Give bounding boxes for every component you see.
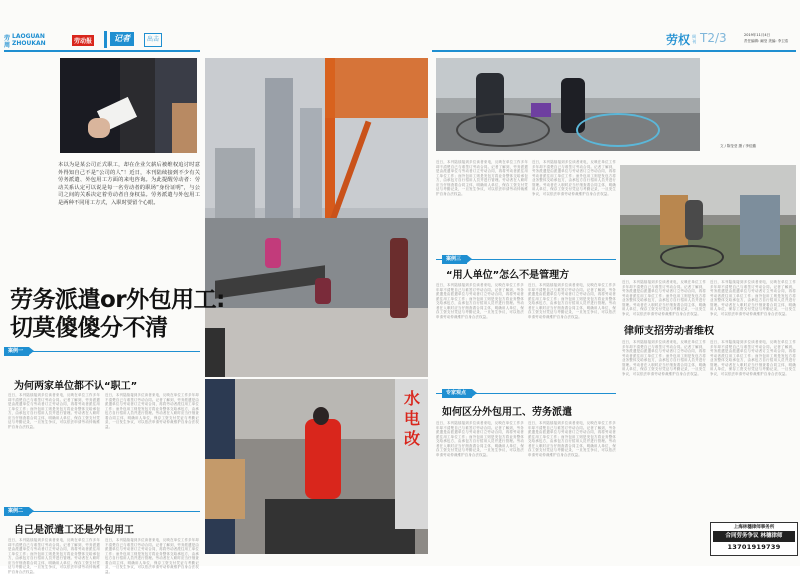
section-title: 劳权 [666,33,691,47]
page-code: T2/3 [700,31,727,45]
ad-phone: 13701919739 [727,543,781,551]
masthead-rule-left [4,50,200,52]
story-body-col1: 近日，本刊陆续接到多位读者来电，反映在单位工作多年却不清楚自己与谁签订劳动合同。记者了解到，劳务派遣是由派遣单位与劳动者订立劳动合同，再将劳动者派往用工单位工作；而外包用工则是发包方将业务整体交给承包方，由承包方自行招用人员并进行管理。劳动者在入职时应当仔细查看合同主体，明确用人单位，保存工资支付凭证与考勤记录，一旦发生争议，可以依法申请劳动仲裁维护自身合法权益。 [436,160,528,196]
case2-body-col2: 近日，本刊陆续接到多位读者来电，反映在单位工作多年却不清楚自己与谁签订劳动合同。记者了解到，劳务派遣是由派遣单位与劳动者订立劳动合同，再将劳动者派往用工单位工作；而外包用工则是发包方将业务整体交给承包方，由承包方自行招用人员并进行管理。劳动者在入职时应当仔细查看合同主体，明确用人单位，保存工资支付凭证与考勤记录，一旦发生争议，可以依法申请劳动仲裁维护自身合法权益。 [105,538,199,574]
case3-title: “用人单位”怎么不是管理方 [446,270,570,281]
expert-label: 专家观点 [442,389,472,398]
section-block [666,31,796,49]
case3-body-col1: 近日，本刊陆续接到多位读者来电，反映在单位工作多年却不清楚自己与谁签订劳动合同。记者了解到，劳务派遣是由派遣单位与劳动者订立劳动合同，再将劳动者派往用工单位工作；而外包用工则是发包方将业务整体交给承包方，由承包方自行招用人员并进行管理。劳动者在入职时应当仔细查看合同主体，明确用人单位，保存工资支付凭证与考勤记录，一旦发生争议，可以依法申请劳动仲裁维护自身合法权益。 [436,283,524,319]
editor-line: 责任编辑: 阚莹 美编: 李卫浩 [744,39,789,43]
case3-body-col2: 近日，本刊陆续接到多位读者来电，反映在单位工作多年却不清楚自己与谁签订劳动合同。记者了解到，劳务派遣是由派遣单位与劳动者订立劳动合同，再将劳动者派往用工单位工作；而外包用工则是发包方将业务整体交给承包方，由承包方自行招用人员并进行管理。劳动者在入职时应当仔细查看合同主体，明确用人单位，保存工资支付凭证与考勤记录，一旦发生争议，可以依法申请劳动仲裁维护自身合法权益。 [528,283,616,319]
story-body-col2: 近日，本刊陆续接到多位读者来电，反映在单位工作多年却不清楚自己与谁签订劳动合同。记者了解到，劳务派遣是由派遣单位与劳动者订立劳动合同，再将劳动者派往用工单位工作；而外包用工则是发包方将业务整体交给承包方，由承包方自行招用人员并进行管理。劳动者在入职时应当仔细查看合同主体，明确用人单位，保存工资支付凭证与考勤记录，一旦发生争议，可以依法申请劳动仲裁维护自身合法权益。 [532,160,616,196]
photo-delivery-worker [205,379,428,554]
support-body-col1: 近日，本刊陆续接到多位读者来电，反映在单位工作多年却不清楚自己与谁签订劳动合同。记者了解到，劳务派遣是由派遣单位与劳动者订立劳动合同，再将劳动者派往用工单位工作；而外包用工则是发包方将业务整体交给承包方，由承包方自行招用人员并进行管理。劳动者在入职时应当仔细查看合同主体，明确用人单位，保存工资支付凭证与考勤记录，一旦发生争议，可以依法申请劳动仲裁维护自身合法权益。 [622,340,706,376]
date-line: 2019年11月4日 [744,33,771,37]
support-title: 律师支招劳动者维权 [624,326,714,337]
case1-title: 为何两家单位都不认“职工” [14,381,138,392]
ad-service: 合同劳务争议 林穗律师 [713,531,795,542]
law-firm-ad [710,522,798,556]
masthead-cn-bottom: 周 [4,42,11,49]
masthead-cn-top: 劳 [4,35,11,42]
support-body-col2: 近日，本刊陆续接到多位读者来电，反映在单位工作多年却不清楚自己与谁签订劳动合同。记者了解到，劳务派遣是由派遣单位与劳动者订立劳动合同，再将劳动者派往用工单位工作；而外包用工则是发包方将业务整体交给承包方，由承包方自行招用人员并进行管理。劳动者在入职时应当仔细查看合同主体，明确用人单位，保存工资支付凭证与考勤记录，一旦发生争议，可以依法申请劳动仲裁维护自身合法权益。 [710,340,796,376]
expert-body-col1: 近日，本刊陆续接到多位读者来电，反映在单位工作多年却不清楚自己与谁签订劳动合同。记者了解到，劳务派遣是由派遣单位与劳动者订立劳动合同，再将劳动者派往用工单位工作；而外包用工则是发包方将业务整体交给承包方，由承包方自行招用人员并进行管理。劳动者在入职时应当仔细查看合同主体，明确用人单位，保存工资支付凭证与考勤记录，一旦发生争议，可以依法申请劳动仲裁维护自身合法权益。 [436,421,524,457]
case1-label: 案例一 [4,347,29,356]
case2-label: 案例二 [4,507,29,516]
main-title-line1: 劳务派遣or外包用工: [10,287,225,313]
ad-firm-name: 上海林穗律师事务所 [733,525,775,530]
intro-paragraph: 本以为是某公司正式职工，却在企业欠薪后被维权追讨时意外得知自己不是“公司的人”！近日，本刊陆续接到不少有关劳务派遣、外包用工方面的来电咨询。为此提醒劳动者：劳动关系认定可以说是每一名劳动者的职场“身份证明”，与公司之间的关系决定着劳动者自身权益。劳务派遣与外包用工是两种不同用工方式，入职时要留个心眼。 [58,162,200,206]
expert-body-col2: 近日，本刊陆续接到多位读者来电，反映在单位工作多年却不清楚自己与谁签订劳动合同。记者了解到，劳务派遣是由派遣单位与劳动者订立劳动合同，再将劳动者派往用工单位工作；而外包用工则是发包方将业务整体交给承包方，由承包方自行招用人员并进行管理。劳动者在入职时应当仔细查看合同主体，明确用人单位，保存工资支付凭证与考勤记录，一旦发生争议，可以依法申请劳动仲裁维护自身合法权益。 [528,421,616,457]
storefront-sign: 水 电 改 [403,389,420,448]
case3-label: 案例三 [442,255,467,264]
photo-bicycles [436,58,700,151]
column-sub: 出击 [144,33,162,47]
main-title-line2: 切莫傻傻分不清 [10,315,168,341]
masthead-logo [4,33,98,47]
expert-title: 如何区分外包用工、劳务派遣 [442,407,572,418]
photo-document-hand [60,58,197,153]
masthead-en-top: LAOGUAN [12,33,45,40]
masthead-rule-right [432,50,796,52]
right-body-top-col1: 近日，本刊陆续接到多位读者来电，反映在单位工作多年却不清楚自己与谁签订劳动合同。记者了解到，劳务派遣是由派遣单位与劳动者订立劳动合同，再将劳动者派往用工单位工作；而外包用工则是发包方将业务整体交给承包方，由承包方自行招用人员并进行管理。劳动者在入职时应当仔细查看合同主体，明确用人单位，保存工资支付凭证与考勤记录，一旦发生争议，可以依法申请劳动仲裁维护自身合法权益。 [622,280,706,316]
right-body-top-col2: 近日，本刊陆续接到多位读者来电，反映在单位工作多年却不清楚自己与谁签订劳动合同。记者了解到，劳务派遣是由派遣单位与劳动者订立劳动合同，再将劳动者派往用工单位工作；而外包用工则是发包方将业务整体交给承包方，由承包方自行招用人员并进行管理。劳动者在入职时应当仔细查看合同主体，明确用人单位，保存工资支付凭证与考勤记录，一旦发生争议，可以依法申请劳动仲裁维护自身合法权益。 [710,280,796,316]
paper-name-badge: 劳动报 [72,35,94,46]
case1-body-col2: 近日，本刊陆续接到多位读者来电，反映在单位工作多年却不清楚自己与谁签订劳动合同。记者了解到，劳务派遣是由派遣单位与劳动者订立劳动合同，再将劳动者派往用工单位工作；而外包用工则是发包方将业务整体交给承包方，由承包方自行招用人员并进行管理。劳动者在入职时应当仔细查看合同主体，明确用人单位，保存工资支付凭证与考勤记录，一旦发生争议，可以依法申请劳动仲裁维护自身合法权益。 [105,393,199,429]
case2-title: 自己是派遣工还是外包用工 [14,525,134,536]
photo-waterfront-crane [205,58,428,377]
case1-body-col1: 近日，本刊陆续接到多位读者来电，反映在单位工作多年却不清楚自己与谁签订劳动合同。记者了解到，劳务派遣是由派遣单位与劳动者订立劳动合同，再将劳动者派往用工单位工作；而外包用工则是发包方将业务整体交给承包方，由承包方自行招用人员并进行管理。劳动者在入职时应当仔细查看合同主体，明确用人单位，保存工资支付凭证与考勤记录，一旦发生争议，可以依法申请劳动仲裁维护自身合法权益。 [8,393,100,429]
photo-byline: 文 / 陈莹莹 摄 / 李佳璐 [720,144,756,148]
photo-courier-scooter [620,165,796,275]
masthead-en-bottom: ZHOUKAN [12,40,46,47]
case2-body-col1: 近日，本刊陆续接到多位读者来电，反映在单位工作多年却不清楚自己与谁签订劳动合同。记者了解到，劳务派遣是由派遣单位与劳动者订立劳动合同，再将劳动者派往用工单位工作；而外包用工则是发包方将业务整体交给承包方，由承包方自行招用人员并进行管理。劳动者在入职时应当仔细查看合同主体，明确用人单位，保存工资支付凭证与考勤记录，一旦发生争议，可以依法申请劳动仲裁维护自身合法权益。 [8,538,100,574]
column-tag-block [104,31,166,48]
section-sub: 周刊 [692,34,696,44]
column-tag: 记者 [110,32,134,46]
